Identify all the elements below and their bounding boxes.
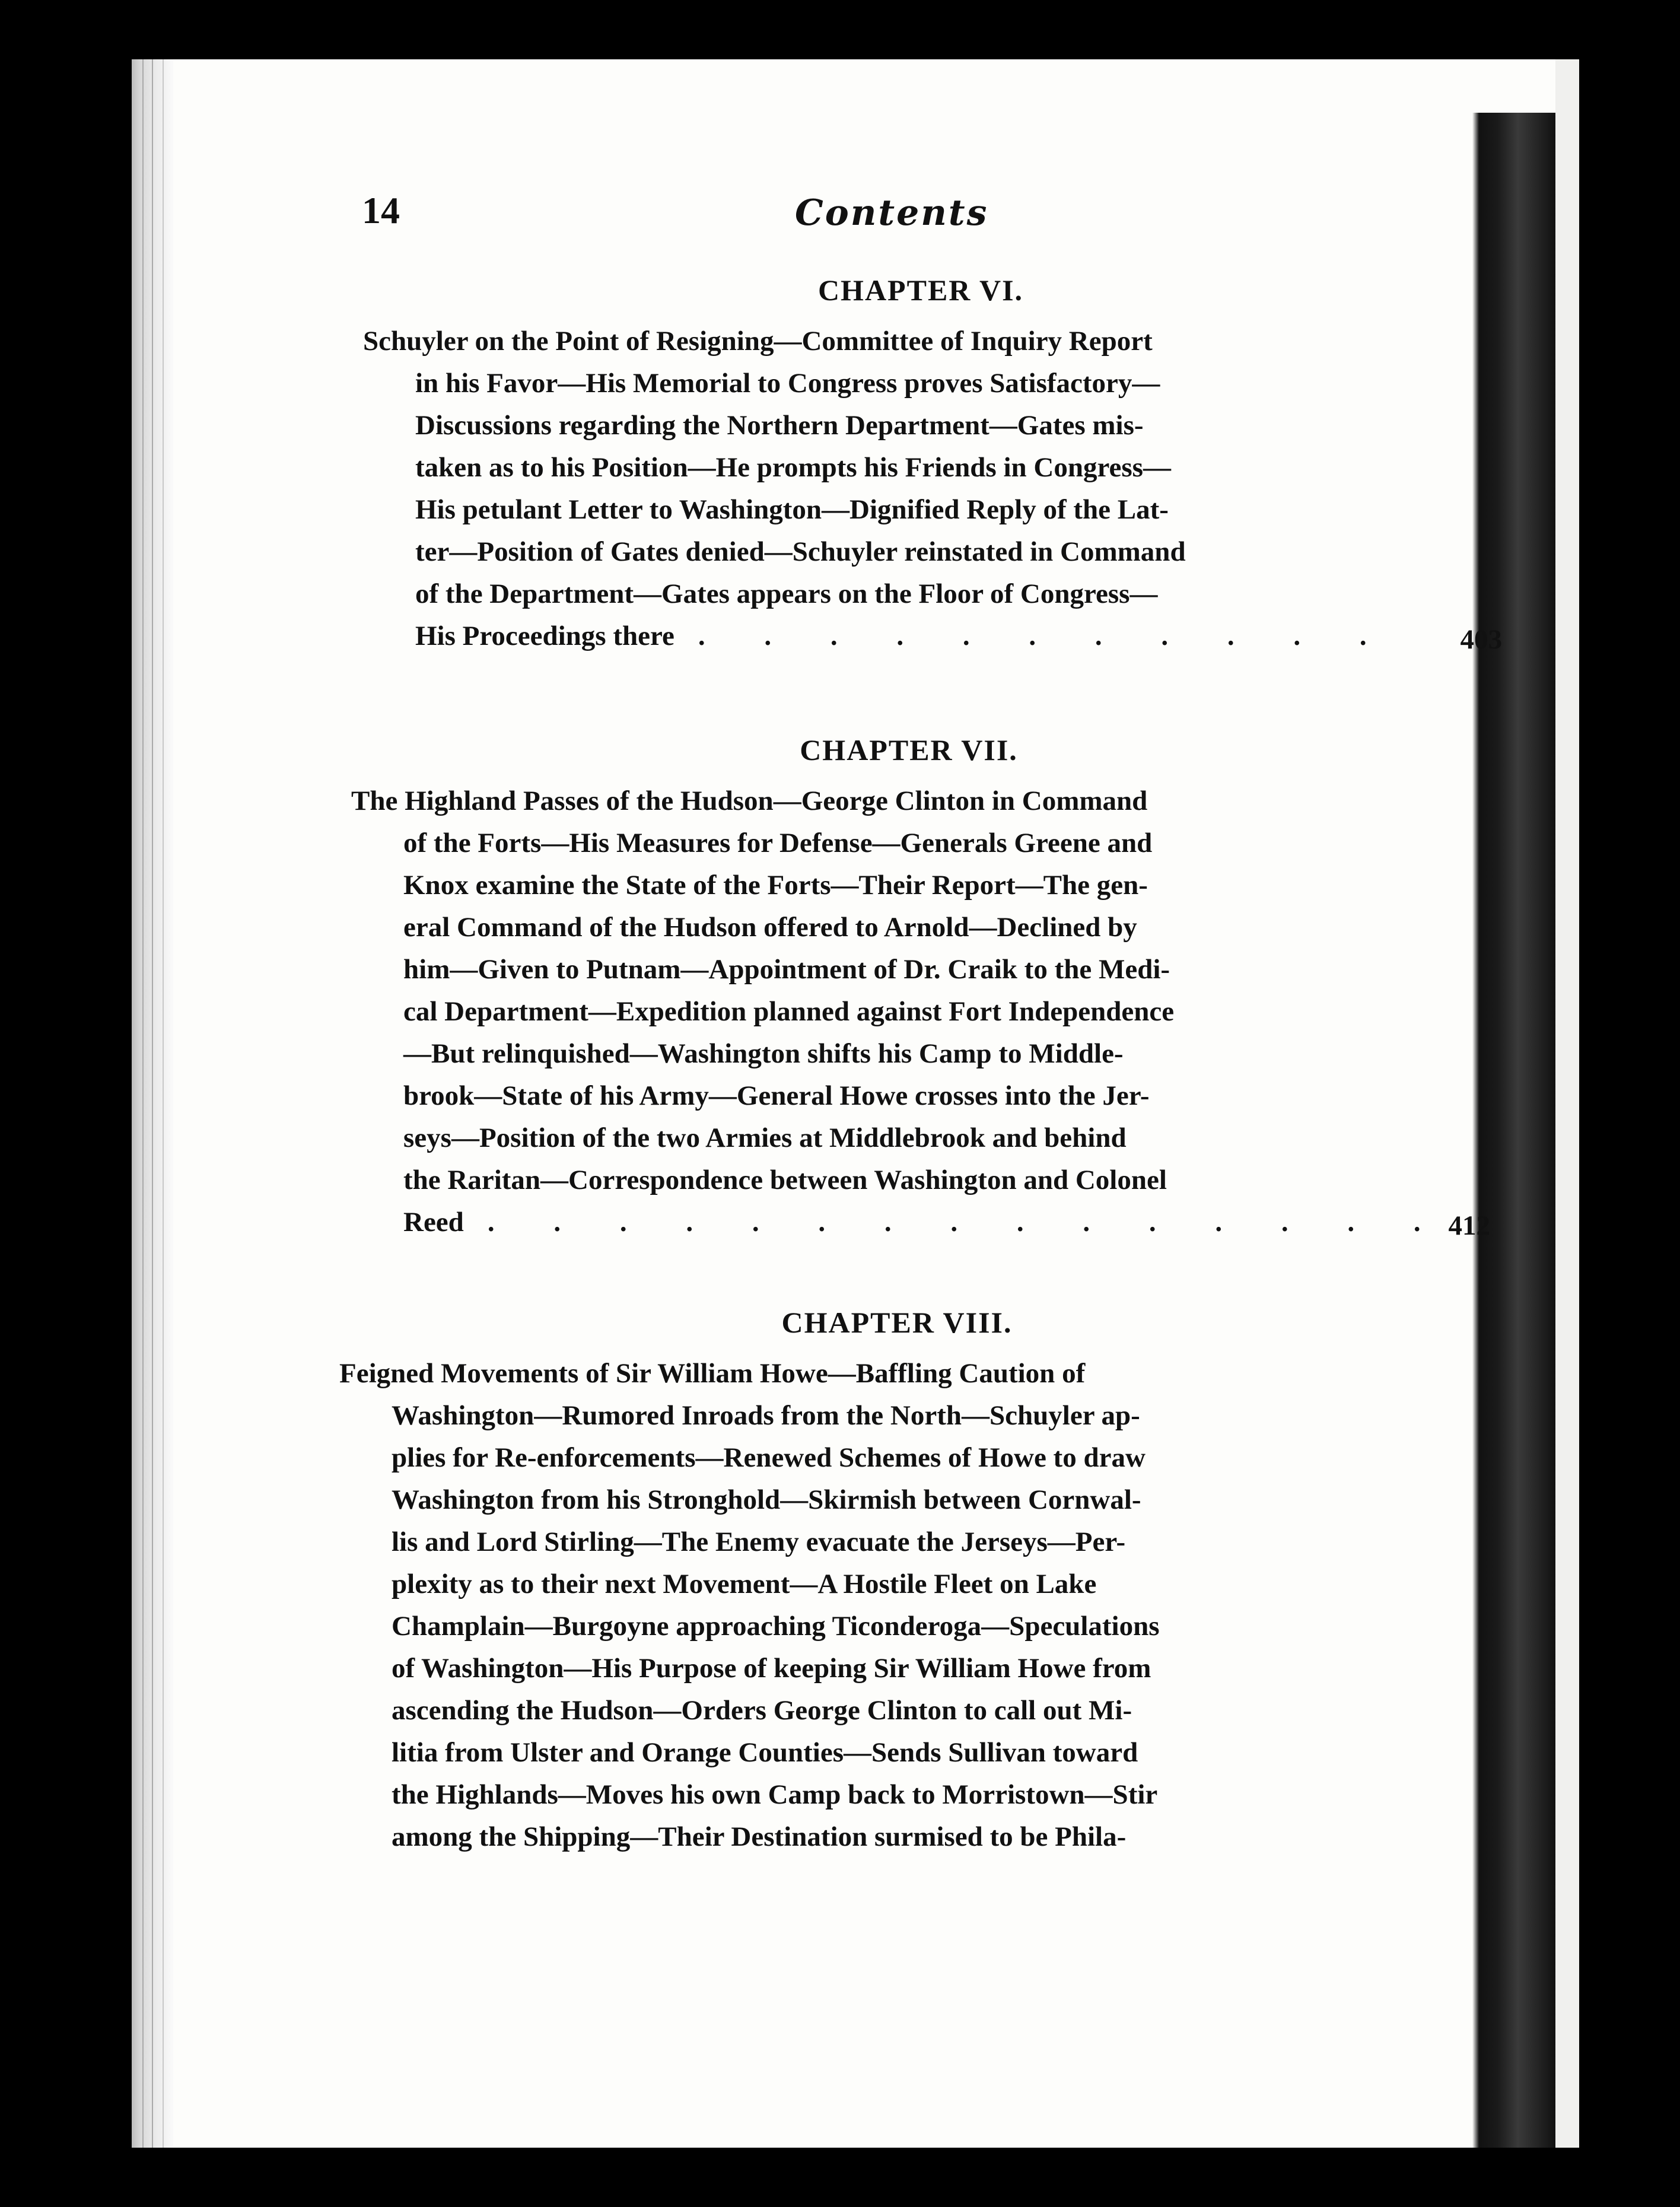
facing-page-strip — [1555, 59, 1579, 2148]
summary-line: ter—Position of Gates denied—Schuyler reinstated in Command — [415, 536, 1186, 567]
summary-line: of the Department—Gates appears on the Floor of Congress— — [415, 578, 1158, 609]
running-title: Contents — [795, 192, 989, 234]
chapter-heading: CHAPTER VI. — [817, 274, 1024, 307]
chapter-block-vii — [351, 733, 1490, 1244]
facing-page-edge — [1472, 113, 1555, 2148]
summary-line: among the Shipping—Their Destination surmised to be Phila- — [392, 1821, 1127, 1852]
chapter-summary — [351, 780, 1490, 1244]
page-number: 14 — [362, 189, 400, 231]
chapter-page-number: 403 — [1460, 624, 1502, 655]
summary-line: Reed — [403, 1207, 464, 1238]
summary-line: His petulant Letter to Washington—Dignified Reply of the Lat- — [415, 494, 1169, 525]
summary-line: brook—State of his Army—General Howe crosses into the Jer- — [403, 1080, 1150, 1111]
summary-line: Feigned Movements of Sir William Howe—Baffling Caution of — [339, 1358, 1086, 1389]
summary-line: of Washington—His Purpose of keeping Sir William Howe from — [392, 1653, 1151, 1684]
summary-line: Knox examine the State of the Forts—Their Report—The gen- — [403, 870, 1148, 901]
book-page — [132, 59, 1579, 2148]
summary-line: the Highlands—Moves his own Camp back to Morristown—Stir — [392, 1779, 1158, 1810]
summary-line: Washington from his Stronghold—Skirmish between Cornwal- — [392, 1484, 1141, 1515]
summary-line: the Raritan—Correspondence between Washington and Colonel — [403, 1165, 1167, 1195]
summary-last-line — [363, 615, 1502, 657]
summary-line: The Highland Passes of the Hudson—George Clinton in Command — [351, 786, 1148, 816]
summary-line: —But relinquished—Washington shifts his Camp to Middle- — [403, 1038, 1124, 1069]
chapter-summary — [363, 320, 1502, 657]
dot-leader: . . . . . . . . . . . . . . . — [487, 1207, 1447, 1238]
summary-line: lis and Lord Stirling—The Enemy evacuate the Jerseys—Per- — [392, 1527, 1126, 1557]
summary-last-line — [351, 1201, 1490, 1244]
dot-leader: . . . . . . . . . . . — [698, 621, 1393, 651]
gutter-line — [152, 59, 153, 2148]
summary-line: cal Department—Expedition planned against Fort Independence — [403, 996, 1175, 1027]
summary-line: litia from Ulster and Orange Counties—Sends Sullivan toward — [392, 1737, 1138, 1768]
gutter-line — [163, 59, 164, 2148]
summary-line: Discussions regarding the Northern Department—Gates mis- — [415, 410, 1144, 441]
chapter-heading: CHAPTER VII. — [800, 733, 1018, 767]
summary-line: plexity as to their next Movement—A Hostile Fleet on Lake — [392, 1569, 1097, 1599]
summary-line: him—Given to Putnam—Appointment of Dr. Craik to the Medi- — [403, 954, 1170, 985]
gutter-line — [142, 59, 144, 2148]
summary-line: taken as to his Position—He prompts his Friends in Congress— — [415, 452, 1171, 483]
summary-line: plies for Re-enforcements—Renewed Schemes of Howe to draw — [392, 1442, 1146, 1473]
summary-line: of the Forts—His Measures for Defense—Generals Greene and — [403, 828, 1153, 858]
chapter-block-viii — [339, 1305, 1431, 1858]
summary-line: Champlain—Burgoyne approaching Ticonderoga—Speculations — [392, 1611, 1160, 1642]
chapter-summary — [339, 1353, 1431, 1858]
summary-line: ascending the Hudson—Orders George Clinton to call out Mi- — [392, 1695, 1132, 1726]
summary-line: seys—Position of the two Armies at Middlebrook and behind — [403, 1122, 1127, 1153]
chapter-block-vi — [363, 273, 1502, 657]
summary-line: Schuyler on the Point of Resigning—Committee of Inquiry Report — [363, 326, 1153, 357]
summary-line: His Proceedings there — [415, 621, 674, 651]
summary-line: Washington—Rumored Inroads from the North—Schuyler ap- — [392, 1400, 1140, 1431]
summary-line: eral Command of the Hudson offered to Arnold—Declined by — [403, 912, 1137, 943]
summary-line: in his Favor—His Memorial to Congress proves Satisfactory— — [415, 368, 1160, 399]
chapter-heading: CHAPTER VIII. — [781, 1306, 1013, 1339]
chapter-page-number: 412 — [1448, 1210, 1490, 1241]
